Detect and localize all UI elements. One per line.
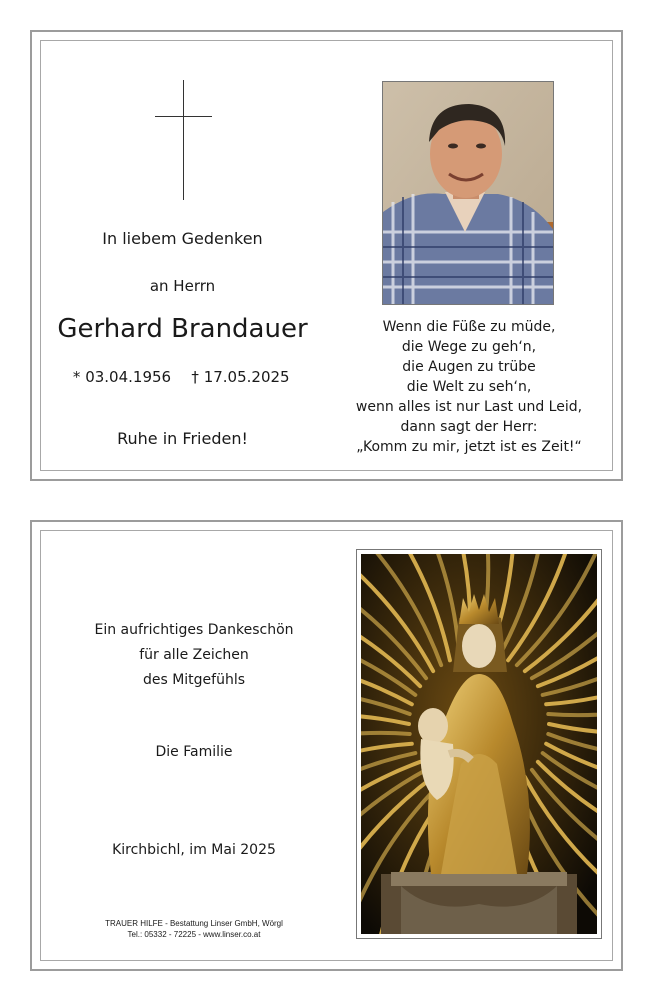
rest-in-peace: Ruhe in Frieden! [117,429,248,448]
poem-line: die Wege zu geh‘n, [401,339,537,355]
birth-date: * 03.04.1956 [72,368,172,386]
cross-icon [183,80,184,200]
thanks-line-3: des Mitgefühls [142,672,246,688]
death-date: † 17.05.2025 [191,368,290,386]
poem-line: die Augen zu trübe [402,359,536,375]
poem-line: „Komm zu mir, jetzt ist es Zeit!“ [356,439,582,455]
deceased-name: Gerhard Brandauer [57,314,308,344]
gedenken-text: In liebem Gedenken [102,229,263,248]
madonna-picture-frame [356,549,602,939]
poem-line: dann sagt der Herr: [400,419,538,435]
cross-icon-bar [155,116,212,117]
poem-line: die Welt zu seh‘n, [406,379,532,395]
thanks-line-2: für alle Zeichen [139,647,249,663]
funeral-home-line-1: TRAUER HILFE - Bestattung Linser GmbH, Wörgl [105,919,283,928]
thanks-line-1: Ein aufrichtiges Dankeschön [94,622,294,638]
poem-line: Wenn die Füße zu müde, [382,319,556,335]
portrait-image [383,82,554,305]
an-herrn-text: an Herrn [149,277,216,295]
madonna-illustration [361,554,597,934]
family-signature: Die Familie [155,744,233,760]
funeral-home-line-2: Tel.: 05332 - 72225 - www.linser.co.at [127,930,261,939]
portrait-photo [382,81,554,305]
madonna-image [361,554,597,934]
place-date: Kirchbichl, im Mai 2025 [112,842,276,858]
poem-line: wenn alles ist nur Last und Leid, [355,399,583,415]
poem [340,317,598,457]
